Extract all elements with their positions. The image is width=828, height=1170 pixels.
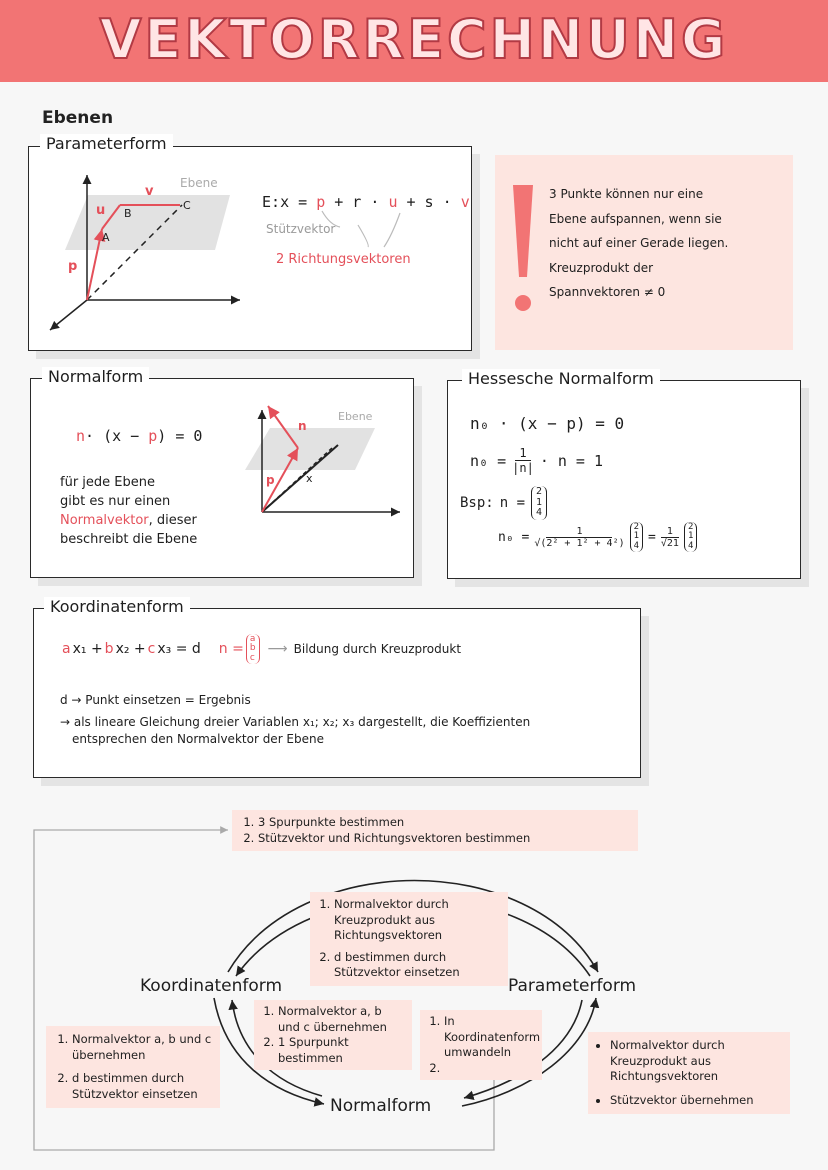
nf-eq-end: ) = 0 xyxy=(157,427,203,445)
hesse-l2-left: n₀ = xyxy=(470,451,507,470)
hesse-l2-right: · n = 1 xyxy=(539,451,604,470)
hesse-l4-vec1-0: 2 xyxy=(633,522,640,532)
flow-middle-note-item-2: 2. d bestimmen durch Stützvektor einsetzen xyxy=(334,950,502,981)
hesse-bsp-vector xyxy=(531,486,547,520)
kf-bildung: Bildung durch Kreuzprodukt xyxy=(293,642,462,657)
hesse-l4-mid: = xyxy=(648,529,656,545)
warning-line-4: Kreuzprodukt der xyxy=(549,260,654,275)
kf-lineare-line-2: entsprechen den Normalvektor der Ebene xyxy=(72,732,325,747)
plane-label: Ebene xyxy=(180,176,218,190)
flow-node-koordinatenform: Koordinatenform xyxy=(140,976,283,996)
koordinatenform-title: Koordinatenform xyxy=(44,597,190,616)
nf-eq-n: n xyxy=(76,427,86,445)
hesse-l4-num: 1 xyxy=(546,526,612,538)
kf-eq-c: c xyxy=(147,641,156,658)
warning-line-5: Spannvektoren ≠ 0 xyxy=(549,285,666,300)
flow-left-note-item-2: 2. d bestimmen durch Stützvektor einsetzen xyxy=(72,1071,212,1102)
eq-prefix: E: xyxy=(262,193,281,211)
parameterform-title: Parameterform xyxy=(40,134,173,153)
hesse-l4-vector-1 xyxy=(630,522,643,552)
hesse-l4-vec2-2: 4 xyxy=(687,540,694,551)
hesse-l4-fraction-2 xyxy=(661,526,679,549)
eq-plus-s: + s · xyxy=(406,193,452,211)
warning-line-3: nicht auf einer Gerade liegen. xyxy=(549,236,729,251)
flow-center-left-note xyxy=(254,1000,412,1070)
hesse-bsp-line xyxy=(460,486,547,520)
eq-v: v xyxy=(460,193,470,211)
nf-label-p: p xyxy=(266,473,275,487)
label-p: p xyxy=(68,259,78,274)
kf-eq-a: a xyxy=(62,641,71,658)
hesse-bsp-n: n = xyxy=(499,494,526,511)
label-point-b: B xyxy=(124,207,132,220)
hesse-line-1: n₀ · (x − p) = 0 xyxy=(470,414,625,433)
nf-text-3-rest: , dieser xyxy=(148,512,197,528)
nf-eq-p: p xyxy=(148,427,158,445)
hesse-l4-vec1-2: 4 xyxy=(633,540,640,551)
flow-top-note xyxy=(232,810,638,851)
kf-n-label: n = xyxy=(218,641,244,658)
kf-lineare-line-1: → als lineare Gleichung dreier Variablen x₁; x₂; x₃ dargestellt, die Koeffizienten xyxy=(60,715,531,729)
nf-text-2: gibt es nur einen xyxy=(60,493,171,509)
nf-label-n: n xyxy=(298,419,307,433)
kf-n-vec-1: b xyxy=(249,643,256,654)
normalform-title: Normalform xyxy=(42,367,149,386)
richtungsvektoren-label: 2 Richtungsvektoren xyxy=(276,252,411,267)
nf-text-1: für jede Ebene xyxy=(60,475,155,490)
hesse-l4-den: √(2² + 1² + 4²) xyxy=(534,537,625,549)
kf-n-vector xyxy=(246,634,260,664)
hesse-l2-fraction xyxy=(512,446,534,475)
nf-text-4: beschreibt die Ebene xyxy=(60,531,198,547)
parameterform-diagram xyxy=(40,165,250,340)
hesse-l2-den: |n| xyxy=(512,461,534,475)
warning-line-1: 3 Punkte können nur eine xyxy=(549,187,704,201)
label-v: v xyxy=(145,184,154,199)
flow-right-note-item-1: • Normalvektor durch Kreuzprodukt aus Richtungsvektoren xyxy=(610,1038,782,1085)
flow-center-left-item-2: 2. 1 Spurpunkt bestimmen xyxy=(278,1035,406,1066)
eq-p: p xyxy=(316,193,326,211)
section-label-ebenen: Ebenen xyxy=(42,108,114,128)
parameterform-annotation-arrows xyxy=(300,205,410,255)
hesse-l2-num: 1 xyxy=(515,446,530,461)
nf-label-x: x xyxy=(306,472,313,485)
label-point-a: A xyxy=(102,231,110,244)
kf-n-vec-2: c xyxy=(249,652,255,663)
axis-x xyxy=(50,300,87,330)
koordinatenform-equation xyxy=(62,634,461,664)
kf-lineare-text xyxy=(60,714,630,749)
nf-text-normalvektor: Normalvektor xyxy=(60,512,149,528)
flow-left-note-item-1: 1. Normalvektor a, b und c übernehmen xyxy=(72,1032,212,1063)
hesse-line-2 xyxy=(470,446,603,475)
hesse-bsp-vec-2: 4 xyxy=(536,507,543,518)
hesse-line-4 xyxy=(498,522,697,552)
kf-eq-x2: x₂ + xyxy=(115,641,146,658)
flow-center-right-note xyxy=(420,1010,542,1080)
hesse-l4-vec1-1: 1 xyxy=(633,531,640,542)
kf-eq-x3: x₃ = d xyxy=(157,641,201,658)
eq-eq: = xyxy=(298,193,308,211)
hesse-l4-fraction xyxy=(534,526,624,549)
hesse-l4-vec2-1: 1 xyxy=(687,531,694,542)
kf-eq-x1: x₁ + xyxy=(72,641,103,658)
kf-n-vec-0: a xyxy=(249,634,256,644)
label-u: u xyxy=(96,203,106,218)
flow-top-note-item-1: 1. 3 Spurpunkte bestimmen xyxy=(258,815,630,831)
normalform-text xyxy=(60,474,197,549)
flow-top-note-item-2: 2. Stützvektor und Richtungsvektoren bestimmen xyxy=(258,831,630,847)
flow-node-parameterform: Parameterform xyxy=(508,976,637,996)
warning-line-2: Ebene aufspannen, wenn sie xyxy=(549,211,722,226)
normalform-equation xyxy=(76,427,202,445)
hesse-bsp-vec-0: 2 xyxy=(536,486,543,497)
eq-plus-r: + r · xyxy=(334,193,380,211)
label-point-c: C xyxy=(183,199,191,212)
nf-eq-rest: · (x − xyxy=(85,427,149,445)
eq-u: u xyxy=(388,193,398,211)
page-title: VEKTORRECHNUNG xyxy=(99,8,729,71)
flow-center-right-item-1: 1. In Koordinatenform umwandeln xyxy=(444,1014,536,1061)
flow-node-normalform: Normalform xyxy=(330,1096,432,1116)
flow-middle-note-item-1: 1. Normalvektor durch Kreuzprodukt aus Richtungsvektoren xyxy=(334,897,502,944)
hesse-l4-num2: 1 xyxy=(661,526,679,538)
normalform-diagram xyxy=(240,400,405,530)
flow-center-right-item-2 xyxy=(444,1061,536,1077)
flow-middle-note xyxy=(310,892,508,986)
flow-right-note-item-2: • Stützvektor übernehmen xyxy=(610,1093,782,1109)
flow-center-left-item-1: 1. Normalvektor a, b und c übernehmen xyxy=(278,1004,406,1035)
kf-eq-b: b xyxy=(104,641,114,658)
plane-shape xyxy=(65,195,230,250)
hesse-bsp-vec-1: 1 xyxy=(536,496,543,508)
kf-d-line: d → Punkt einsetzen = Ergebnis xyxy=(60,693,251,707)
hesse-l4-den2: √21 xyxy=(660,537,679,549)
stuetzvektor-label: Stützvektor xyxy=(266,222,336,236)
nf-plane-label: Ebene xyxy=(338,410,373,423)
hesse-bsp-label: Bsp: xyxy=(460,494,494,511)
warning-text xyxy=(549,185,789,302)
eq-x: x xyxy=(280,193,290,211)
kf-arrow-icon: ⟶ xyxy=(267,641,288,658)
flow-left-note xyxy=(46,1026,220,1108)
hesse-l4-vec2-0: 2 xyxy=(687,522,694,532)
hesse-l4-vector-2 xyxy=(684,522,697,552)
flow-right-note xyxy=(588,1032,790,1114)
exclamation-icon xyxy=(508,185,538,315)
hesse-l4-left: n₀ = xyxy=(498,529,530,545)
hesse-title: Hessesche Normalform xyxy=(462,369,660,388)
nf-text-3 xyxy=(60,512,197,531)
